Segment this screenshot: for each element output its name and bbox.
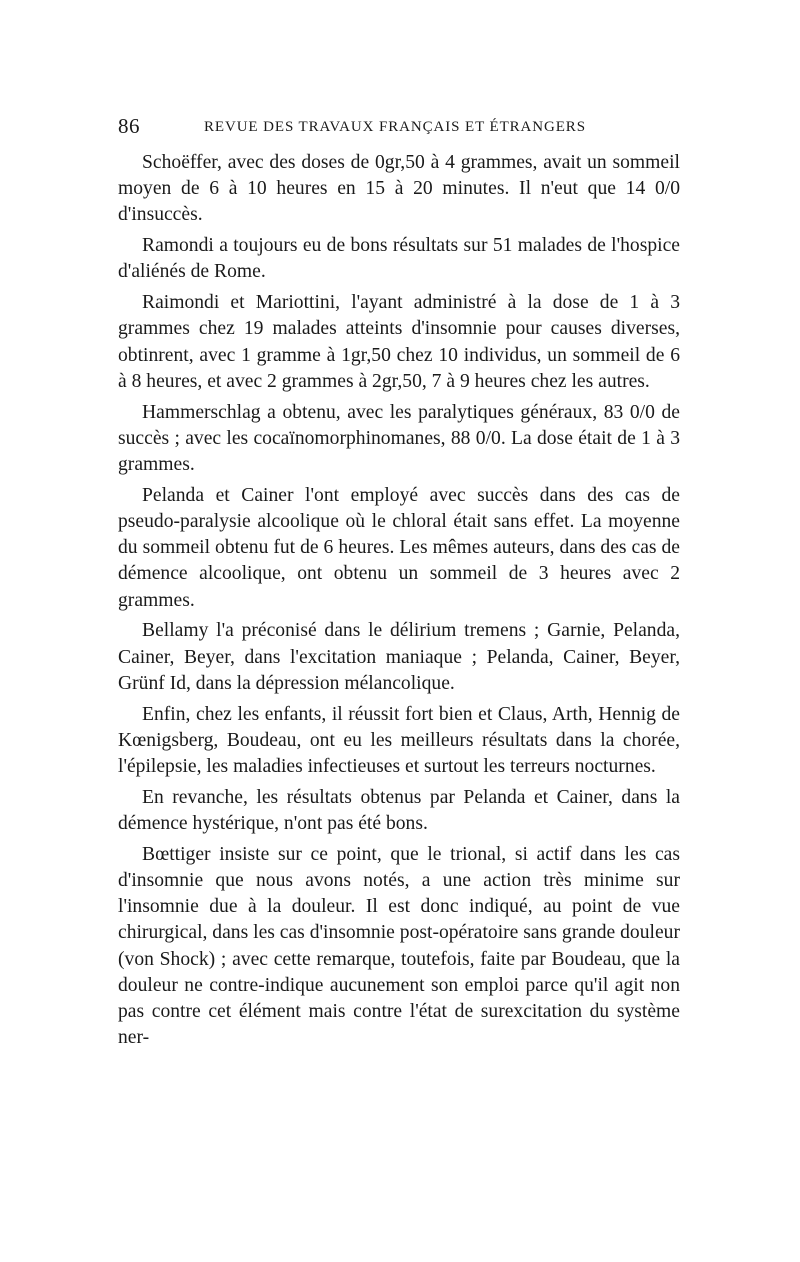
paragraph-schoeffer: Schoëffer, avec des doses de 0gr,50 à 4 grammes, avait un sommeil moyen de 6 à 10 heures en 15 à 20 minutes. Il n'eut que 14 0/0 d'insuccès. [118, 152, 680, 226]
running-title: REVUE DES TRAVAUX FRANÇAIS ET ÉTRANGERS [204, 119, 586, 135]
paragraph-enfants: Enfin, chez les enfants, il réussit fort bien et Claus, Arth, Hennig de Kœnigsberg, Boudeau, ont eu les meilleurs résultats dans la chorée, l'épilepsie, les maladies infectieuses et surtout les terreurs nocturnes. [118, 703, 680, 778]
paragraph-revanche: En revanche, les résultats obtenus par Pelanda et Cainer, dans la démence hystérique, n'ont pas été bons. [118, 786, 680, 835]
running-head [118, 114, 678, 142]
paragraph-raimondi-mariottini: Raimondi et Mariottini, l'ayant administré à la dose de 1 à 3 grammes chez 19 malades atteints d'insomnie pour causes diverses, obtinrent, avec 1 gramme à 1gr,50 chez 10 individus, un sommeil de 6 à 8 heures, et avec 2 grammes à 2gr,50, 7 à 9 heures chez les autres. [118, 292, 680, 392]
paragraph-bellamy: Bellamy l'a préconisé dans le délirium tremens ; Garnie, Pelanda, Cainer, Beyer, dans l'excitation maniaque ; Pelanda, Cainer, Beyer, Grünf Id, dans la dépression mélancolique. [118, 620, 680, 694]
body-text [118, 150, 680, 1056]
page-number: 86 [118, 114, 140, 138]
paragraph-pelanda-cainer: Pelanda et Cainer l'ont employé avec succès dans des cas de pseudo-paralysie alcoolique où le chloral était sans effet. La moyenne du sommeil obtenu fut de 6 heures. Les mêmes auteurs, dans des cas de démence alcoolique, ont obtenu un sommeil de 3 heures avec 2 grammes. [118, 484, 680, 611]
paragraph-ramondi: Ramondi a toujours eu de bons résultats sur 51 malades de l'hospice d'aliénés de Rome. [118, 235, 680, 283]
paragraph-boettiger: Bœttiger insiste sur ce point, que le trional, si actif dans les cas d'insomnie que nous avons notés, a une action très minime sur l'insomnie due à la douleur. Il est donc indiqué, au point de vue chirurgical, dans les cas d'insomnie post-opératoire sans grande douleur (von Shock) ; avec cette remarque, toutefois, faite par Boudeau, que la douleur ne contre-indique aucunement son emploi parce qu'il agit non pas contre cet élément mais contre l'état de surexcitation du système ner- [118, 843, 680, 1049]
paragraph-hammerschlag: Hammerschlag a obtenu, avec les paralytiques généraux, 83 0/0 de succès ; avec les cocaïnomorphinomanes, 88 0/0. La dose était de 1 à 3 grammes. [118, 401, 680, 476]
